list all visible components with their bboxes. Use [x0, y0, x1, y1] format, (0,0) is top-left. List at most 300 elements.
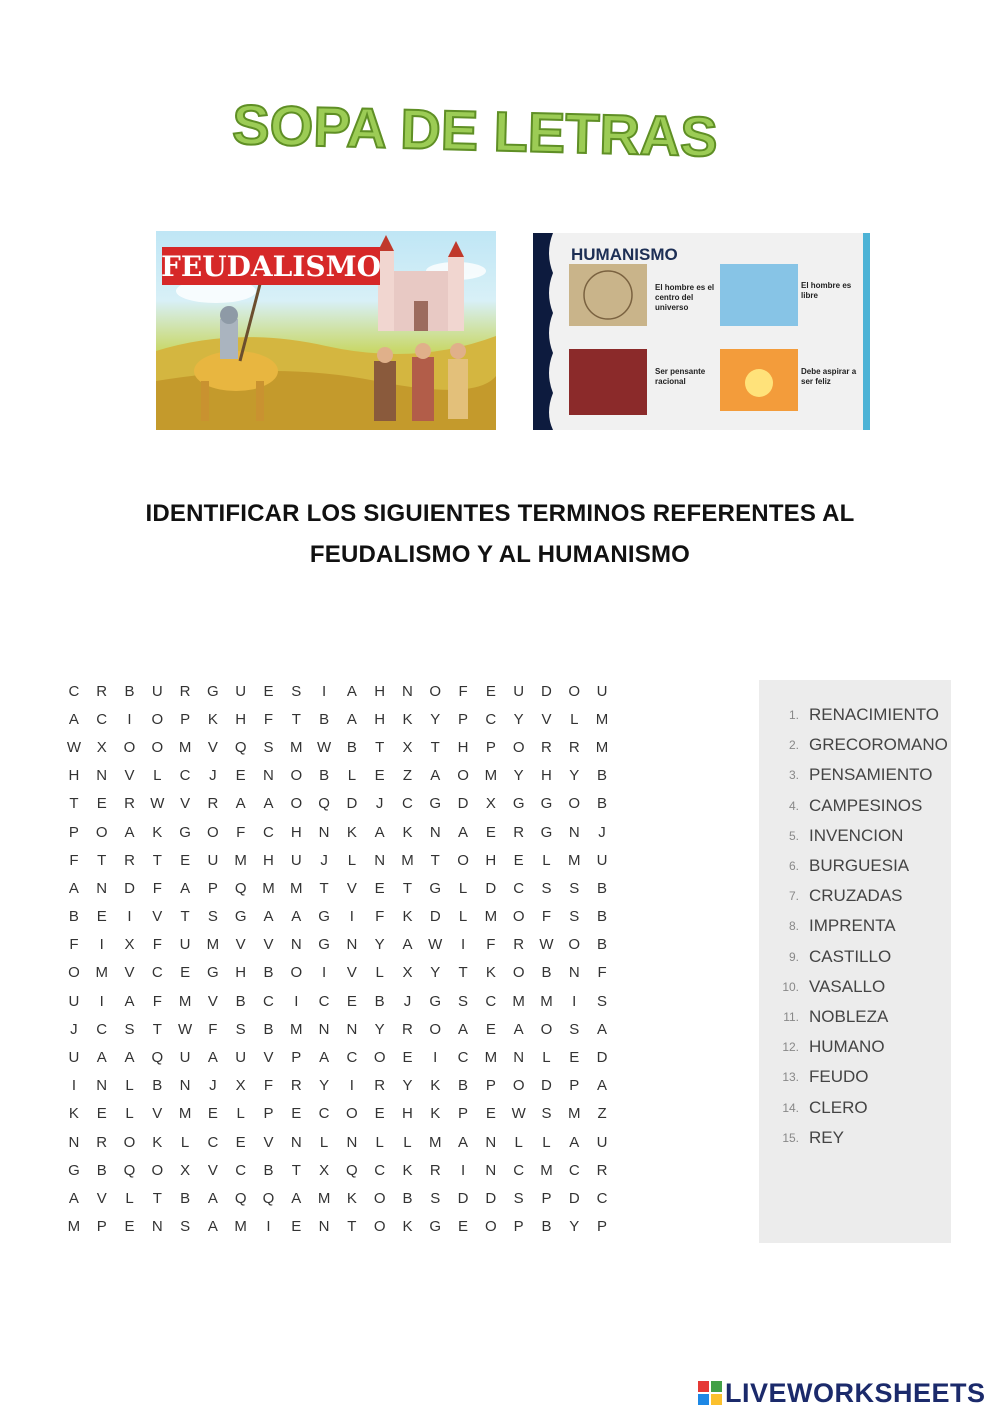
- grid-letter[interactable]: Y: [374, 936, 385, 954]
- grid-letter[interactable]: B: [235, 992, 246, 1010]
- grid-letter[interactable]: N: [568, 964, 580, 982]
- grid-letter[interactable]: A: [374, 823, 385, 841]
- grid-letter[interactable]: F: [236, 823, 246, 841]
- grid-letter[interactable]: R: [402, 1020, 413, 1038]
- grid-letter[interactable]: D: [457, 1189, 469, 1207]
- grid-letter[interactable]: A: [346, 710, 357, 728]
- grid-letter[interactable]: L: [542, 1049, 551, 1067]
- grid-letter[interactable]: U: [207, 851, 219, 869]
- grid-letter[interactable]: A: [235, 795, 246, 813]
- grid-letter[interactable]: Q: [123, 1161, 136, 1179]
- grid-letter[interactable]: K: [346, 823, 357, 841]
- grid-letter[interactable]: M: [567, 851, 581, 869]
- grid-letter[interactable]: N: [96, 1077, 108, 1095]
- grid-letter[interactable]: M: [262, 879, 275, 897]
- grid-letter[interactable]: I: [127, 710, 132, 728]
- grid-letter[interactable]: E: [485, 823, 496, 841]
- grid-letter[interactable]: O: [457, 851, 469, 869]
- grid-letter[interactable]: E: [96, 1105, 107, 1123]
- grid-letter[interactable]: M: [484, 1049, 498, 1067]
- grid-letter[interactable]: E: [485, 1105, 496, 1123]
- grid-letter[interactable]: L: [570, 710, 579, 728]
- grid-letter[interactable]: N: [290, 1133, 302, 1151]
- grid-letter[interactable]: H: [374, 710, 386, 728]
- grid-letter[interactable]: K: [485, 964, 496, 982]
- grid-letter[interactable]: N: [513, 1049, 525, 1067]
- grid-letter[interactable]: B: [180, 1189, 191, 1207]
- grid-letter[interactable]: J: [209, 1077, 217, 1095]
- grid-letter[interactable]: X: [319, 1161, 330, 1179]
- grid-letter[interactable]: P: [541, 1189, 552, 1207]
- grid-letter[interactable]: G: [429, 992, 442, 1010]
- grid-letter[interactable]: M: [540, 1161, 553, 1179]
- grid-letter[interactable]: H: [402, 1105, 413, 1123]
- grid-letter[interactable]: I: [294, 992, 299, 1010]
- grid-letter[interactable]: N: [485, 1133, 497, 1151]
- grid-letter[interactable]: R: [124, 851, 135, 869]
- grid-letter[interactable]: I: [572, 992, 577, 1010]
- grid-letter[interactable]: T: [375, 738, 385, 756]
- grid-letter[interactable]: E: [374, 767, 385, 785]
- grid-letter[interactable]: O: [429, 682, 442, 700]
- grid-letter[interactable]: N: [96, 767, 108, 785]
- grid-letter[interactable]: O: [512, 964, 525, 982]
- grid-letter[interactable]: S: [597, 992, 608, 1010]
- grid-letter[interactable]: A: [291, 1189, 302, 1207]
- grid-letter[interactable]: P: [96, 1218, 107, 1236]
- grid-letter[interactable]: M: [512, 992, 525, 1010]
- grid-letter[interactable]: K: [402, 908, 413, 926]
- grid-letter[interactable]: L: [403, 1133, 412, 1151]
- grid-letter[interactable]: J: [375, 795, 384, 813]
- grid-letter[interactable]: T: [69, 795, 79, 813]
- grid-letter[interactable]: A: [96, 1049, 107, 1067]
- grid-letter[interactable]: W: [66, 738, 81, 756]
- grid-letter[interactable]: M: [484, 908, 498, 926]
- grid-letter[interactable]: N: [346, 936, 358, 954]
- grid-letter[interactable]: D: [346, 795, 358, 813]
- grid-letter[interactable]: Q: [234, 738, 247, 756]
- grid-letter[interactable]: B: [541, 964, 552, 982]
- grid-letter[interactable]: G: [318, 936, 330, 954]
- grid-letter[interactable]: T: [97, 851, 107, 869]
- grid-letter[interactable]: E: [346, 992, 357, 1010]
- grid-letter[interactable]: W: [428, 936, 443, 954]
- grid-letter[interactable]: B: [597, 767, 608, 785]
- grid-letter[interactable]: B: [96, 1161, 107, 1179]
- grid-letter[interactable]: I: [99, 992, 104, 1010]
- grid-letter[interactable]: N: [318, 1218, 330, 1236]
- grid-letter[interactable]: T: [291, 1161, 301, 1179]
- grid-letter[interactable]: D: [485, 879, 497, 897]
- grid-letter[interactable]: B: [597, 879, 608, 897]
- grid-letter[interactable]: L: [542, 851, 551, 869]
- grid-letter[interactable]: C: [96, 710, 108, 728]
- grid-letter[interactable]: O: [429, 1020, 442, 1038]
- grid-letter[interactable]: G: [207, 682, 219, 700]
- grid-letter[interactable]: Y: [319, 1077, 330, 1095]
- grid-letter[interactable]: A: [68, 710, 79, 728]
- grid-letter[interactable]: V: [180, 795, 191, 813]
- grid-letter[interactable]: O: [512, 908, 525, 926]
- grid-letter[interactable]: S: [180, 1218, 191, 1236]
- grid-letter[interactable]: G: [318, 908, 330, 926]
- grid-letter[interactable]: O: [123, 738, 136, 756]
- grid-letter[interactable]: V: [263, 1049, 274, 1067]
- grid-letter[interactable]: O: [290, 964, 303, 982]
- grid-letter[interactable]: B: [458, 1077, 469, 1095]
- grid-letter[interactable]: M: [567, 1105, 581, 1123]
- grid-letter[interactable]: H: [374, 682, 386, 700]
- grid-letter[interactable]: M: [234, 1218, 247, 1236]
- grid-letter[interactable]: G: [540, 823, 553, 841]
- grid-letter[interactable]: N: [346, 1020, 358, 1038]
- grid-letter[interactable]: C: [318, 1105, 330, 1123]
- grid-letter[interactable]: R: [568, 738, 580, 756]
- grid-letter[interactable]: C: [485, 992, 497, 1010]
- grid-letter[interactable]: I: [349, 1077, 354, 1095]
- grid-letter[interactable]: D: [429, 908, 441, 926]
- grid-letter[interactable]: U: [179, 936, 191, 954]
- grid-letter[interactable]: A: [207, 1049, 218, 1067]
- grid-letter[interactable]: N: [568, 823, 580, 841]
- grid-letter[interactable]: R: [290, 1077, 302, 1095]
- grid-letter[interactable]: N: [429, 823, 441, 841]
- grid-letter[interactable]: I: [460, 1161, 466, 1179]
- grid-letter[interactable]: F: [152, 879, 162, 897]
- grid-letter[interactable]: R: [429, 1161, 441, 1179]
- grid-letter[interactable]: L: [236, 1105, 245, 1123]
- grid-letter[interactable]: P: [485, 1077, 496, 1095]
- grid-letter[interactable]: O: [151, 738, 164, 756]
- grid-letter[interactable]: C: [235, 1161, 247, 1179]
- grid-letter[interactable]: I: [433, 1049, 438, 1067]
- grid-letter[interactable]: A: [263, 908, 274, 926]
- grid-letter[interactable]: W: [316, 738, 332, 756]
- grid-letter[interactable]: J: [209, 767, 217, 785]
- grid-letter[interactable]: N: [318, 1020, 330, 1038]
- grid-letter[interactable]: A: [124, 1049, 135, 1067]
- grid-letter[interactable]: A: [346, 682, 357, 700]
- grid-letter[interactable]: E: [485, 682, 496, 700]
- grid-letter[interactable]: T: [291, 710, 301, 728]
- grid-letter[interactable]: F: [263, 1077, 274, 1095]
- grid-letter[interactable]: A: [68, 879, 79, 897]
- grid-letter[interactable]: M: [206, 936, 220, 954]
- grid-letter[interactable]: Q: [346, 1161, 358, 1179]
- grid-letter[interactable]: F: [152, 936, 162, 954]
- grid-letter[interactable]: P: [513, 1218, 524, 1236]
- grid-letter[interactable]: E: [96, 908, 107, 926]
- grid-letter[interactable]: G: [429, 879, 442, 897]
- grid-letter[interactable]: I: [460, 936, 466, 954]
- grid-letter[interactable]: S: [291, 682, 302, 700]
- grid-letter[interactable]: E: [207, 1105, 218, 1123]
- grid-letter[interactable]: O: [512, 1077, 525, 1095]
- grid-letter[interactable]: B: [152, 1077, 163, 1095]
- grid-letter[interactable]: T: [430, 851, 440, 869]
- grid-letter[interactable]: T: [152, 1020, 162, 1038]
- grid-letter[interactable]: C: [457, 1049, 469, 1067]
- grid-letter[interactable]: D: [596, 1049, 608, 1067]
- grid-letter[interactable]: P: [597, 1218, 608, 1236]
- grid-letter[interactable]: H: [235, 710, 247, 728]
- grid-letter[interactable]: D: [457, 795, 469, 813]
- grid-letter[interactable]: S: [235, 1020, 246, 1038]
- grid-letter[interactable]: B: [597, 908, 608, 926]
- grid-letter[interactable]: P: [291, 1049, 302, 1067]
- grid-letter[interactable]: L: [125, 1077, 134, 1095]
- grid-letter[interactable]: E: [374, 879, 385, 897]
- grid-letter[interactable]: T: [180, 908, 190, 926]
- grid-letter[interactable]: V: [263, 1133, 274, 1151]
- grid-letter[interactable]: C: [513, 1161, 525, 1179]
- grid-letter[interactable]: G: [207, 964, 219, 982]
- grid-letter[interactable]: E: [96, 795, 107, 813]
- grid-letter[interactable]: N: [346, 1133, 358, 1151]
- grid-letter[interactable]: C: [68, 682, 80, 700]
- grid-letter[interactable]: K: [152, 823, 163, 841]
- grid-letter[interactable]: U: [596, 1133, 608, 1151]
- grid-letter[interactable]: A: [68, 1189, 79, 1207]
- grid-letter[interactable]: P: [485, 738, 496, 756]
- grid-letter[interactable]: W: [150, 795, 165, 813]
- grid-letter[interactable]: B: [124, 682, 135, 700]
- grid-letter[interactable]: A: [513, 1020, 524, 1038]
- grid-letter[interactable]: T: [152, 851, 162, 869]
- grid-letter[interactable]: H: [235, 964, 247, 982]
- grid-letter[interactable]: C: [402, 795, 413, 813]
- grid-letter[interactable]: U: [235, 1049, 247, 1067]
- grid-letter[interactable]: V: [207, 1161, 218, 1179]
- grid-letter[interactable]: R: [596, 1161, 608, 1179]
- grid-letter[interactable]: L: [153, 767, 162, 785]
- grid-letter[interactable]: H: [263, 851, 274, 869]
- grid-letter[interactable]: O: [373, 1218, 386, 1236]
- grid-letter[interactable]: J: [598, 823, 606, 841]
- grid-letter[interactable]: Z: [402, 767, 413, 785]
- grid-letter[interactable]: U: [179, 1049, 191, 1067]
- grid-letter[interactable]: I: [321, 682, 327, 700]
- grid-letter[interactable]: S: [263, 738, 274, 756]
- grid-letter[interactable]: B: [541, 1218, 552, 1236]
- grid-letter[interactable]: C: [568, 1161, 580, 1179]
- grid-letter[interactable]: S: [569, 1020, 580, 1038]
- grid-letter[interactable]: Z: [597, 1105, 607, 1123]
- grid-letter[interactable]: H: [541, 767, 552, 785]
- grid-letter[interactable]: Y: [430, 710, 441, 728]
- grid-letter[interactable]: L: [125, 1189, 134, 1207]
- grid-letter[interactable]: Y: [402, 1077, 413, 1095]
- grid-letter[interactable]: T: [430, 738, 440, 756]
- grid-letter[interactable]: D: [541, 1077, 552, 1095]
- grid-letter[interactable]: V: [96, 1189, 107, 1207]
- grid-letter[interactable]: M: [178, 992, 192, 1010]
- grid-letter[interactable]: G: [179, 823, 191, 841]
- grid-letter[interactable]: G: [68, 1161, 80, 1179]
- grid-letter[interactable]: P: [263, 1105, 274, 1123]
- grid-letter[interactable]: X: [402, 738, 413, 756]
- grid-letter[interactable]: O: [95, 823, 108, 841]
- grid-letter[interactable]: C: [179, 767, 191, 785]
- grid-letter[interactable]: T: [458, 964, 468, 982]
- grid-letter[interactable]: E: [402, 1049, 413, 1067]
- grid-letter[interactable]: M: [540, 992, 553, 1010]
- grid-letter[interactable]: B: [597, 795, 608, 813]
- grid-letter[interactable]: N: [318, 823, 330, 841]
- grid-letter[interactable]: C: [151, 964, 163, 982]
- grid-letter[interactable]: P: [569, 1077, 580, 1095]
- grid-letter[interactable]: K: [430, 1077, 441, 1095]
- grid-letter[interactable]: C: [596, 1189, 608, 1207]
- grid-letter[interactable]: Q: [234, 879, 247, 897]
- grid-letter[interactable]: I: [349, 908, 354, 926]
- grid-letter[interactable]: T: [402, 879, 413, 897]
- grid-letter[interactable]: Q: [151, 1049, 164, 1067]
- grid-letter[interactable]: N: [290, 936, 302, 954]
- grid-letter[interactable]: L: [514, 1133, 523, 1151]
- grid-letter[interactable]: O: [151, 1161, 164, 1179]
- grid-letter[interactable]: F: [541, 908, 552, 926]
- grid-letter[interactable]: A: [597, 1077, 608, 1095]
- grid-letter[interactable]: G: [512, 795, 525, 813]
- grid-letter[interactable]: Y: [513, 767, 524, 785]
- grid-letter[interactable]: F: [597, 964, 607, 982]
- grid-letter[interactable]: M: [484, 767, 498, 785]
- grid-letter[interactable]: A: [124, 823, 135, 841]
- grid-letter[interactable]: E: [458, 1218, 469, 1236]
- grid-letter[interactable]: C: [513, 879, 525, 897]
- grid-letter[interactable]: K: [207, 710, 218, 728]
- grid-letter[interactable]: O: [290, 795, 303, 813]
- grid-letter[interactable]: R: [513, 823, 525, 841]
- grid-letter[interactable]: J: [403, 992, 412, 1010]
- grid-letter[interactable]: V: [152, 908, 163, 926]
- grid-letter[interactable]: R: [96, 682, 108, 700]
- grid-letter[interactable]: M: [178, 1105, 192, 1123]
- grid-letter[interactable]: N: [374, 851, 386, 869]
- grid-letter[interactable]: C: [346, 1049, 358, 1067]
- grid-letter[interactable]: W: [539, 936, 554, 954]
- grid-letter[interactable]: I: [127, 908, 132, 926]
- grid-letter[interactable]: C: [374, 1161, 386, 1179]
- grid-letter[interactable]: D: [485, 1189, 497, 1207]
- grid-letter[interactable]: H: [68, 767, 80, 785]
- grid-letter[interactable]: N: [263, 767, 274, 785]
- grid-letter[interactable]: M: [290, 738, 303, 756]
- grid-letter[interactable]: N: [402, 682, 413, 700]
- grid-letter[interactable]: G: [540, 795, 553, 813]
- grid-letter[interactable]: P: [207, 879, 218, 897]
- grid-letter[interactable]: C: [263, 823, 274, 841]
- grid-letter[interactable]: M: [67, 1218, 81, 1236]
- grid-letter[interactable]: A: [458, 823, 469, 841]
- grid-letter[interactable]: L: [319, 1133, 329, 1151]
- grid-letter[interactable]: Y: [430, 964, 441, 982]
- grid-letter[interactable]: U: [596, 682, 608, 700]
- grid-letter[interactable]: O: [568, 682, 581, 700]
- grid-letter[interactable]: Y: [513, 710, 524, 728]
- grid-letter[interactable]: K: [68, 1105, 79, 1123]
- grid-letter[interactable]: P: [458, 1105, 469, 1123]
- grid-letter[interactable]: Y: [569, 1218, 580, 1236]
- grid-letter[interactable]: O: [568, 936, 581, 954]
- grid-letter[interactable]: O: [346, 1105, 358, 1123]
- grid-letter[interactable]: F: [375, 908, 385, 926]
- grid-letter[interactable]: X: [124, 936, 135, 954]
- grid-letter[interactable]: E: [124, 1218, 135, 1236]
- grid-letter[interactable]: M: [401, 851, 414, 869]
- grid-letter[interactable]: X: [180, 1161, 191, 1179]
- grid-letter[interactable]: M: [95, 964, 108, 982]
- grid-letter[interactable]: A: [430, 767, 441, 785]
- grid-letter[interactable]: L: [347, 851, 357, 869]
- grid-letter[interactable]: N: [485, 1161, 497, 1179]
- grid-letter[interactable]: B: [319, 710, 330, 728]
- grid-letter[interactable]: V: [346, 964, 357, 982]
- grid-letter[interactable]: S: [124, 1020, 135, 1038]
- grid-letter[interactable]: K: [346, 1189, 357, 1207]
- grid-letter[interactable]: R: [513, 936, 525, 954]
- grid-letter[interactable]: M: [317, 1189, 331, 1207]
- grid-letter[interactable]: R: [96, 1133, 108, 1151]
- grid-letter[interactable]: K: [402, 710, 413, 728]
- grid-letter[interactable]: L: [375, 964, 384, 982]
- grid-letter[interactable]: I: [71, 1077, 76, 1095]
- grid-letter[interactable]: C: [207, 1133, 219, 1151]
- grid-letter[interactable]: T: [347, 1218, 357, 1236]
- grid-letter[interactable]: V: [152, 1105, 163, 1123]
- grid-letter[interactable]: A: [207, 1218, 218, 1236]
- grid-letter[interactable]: S: [569, 908, 580, 926]
- grid-letter[interactable]: V: [263, 936, 274, 954]
- grid-letter[interactable]: E: [235, 1133, 246, 1151]
- grid-letter[interactable]: E: [235, 767, 246, 785]
- grid-letter[interactable]: A: [263, 795, 274, 813]
- grid-letter[interactable]: U: [151, 682, 163, 700]
- grid-letter[interactable]: O: [290, 767, 303, 785]
- grid-letter[interactable]: K: [402, 1161, 413, 1179]
- grid-letter[interactable]: E: [291, 1105, 302, 1123]
- grid-letter[interactable]: A: [458, 1133, 469, 1151]
- grid-letter[interactable]: V: [124, 964, 135, 982]
- grid-letter[interactable]: P: [180, 710, 191, 728]
- grid-letter[interactable]: L: [180, 1133, 190, 1151]
- grid-letter[interactable]: L: [458, 879, 468, 897]
- grid-letter[interactable]: V: [207, 992, 218, 1010]
- grid-letter[interactable]: N: [179, 1077, 191, 1095]
- grid-letter[interactable]: N: [96, 879, 108, 897]
- grid-letter[interactable]: B: [68, 908, 79, 926]
- grid-letter[interactable]: H: [485, 851, 497, 869]
- grid-letter[interactable]: R: [124, 795, 135, 813]
- grid-letter[interactable]: O: [540, 1020, 553, 1038]
- grid-letter[interactable]: I: [99, 936, 104, 954]
- grid-letter[interactable]: Q: [318, 795, 330, 813]
- grid-letter[interactable]: E: [485, 1020, 496, 1038]
- grid-letter[interactable]: B: [263, 964, 274, 982]
- grid-letter[interactable]: W: [511, 1105, 526, 1123]
- grid-letter[interactable]: L: [375, 1133, 384, 1151]
- grid-letter[interactable]: H: [290, 823, 302, 841]
- grid-letter[interactable]: L: [347, 767, 357, 785]
- grid-letter[interactable]: R: [541, 738, 552, 756]
- grid-letter[interactable]: O: [485, 1218, 497, 1236]
- grid-letter[interactable]: A: [402, 936, 413, 954]
- grid-letter[interactable]: O: [512, 738, 525, 756]
- grid-letter[interactable]: C: [485, 710, 497, 728]
- grid-letter[interactable]: T: [152, 1189, 162, 1207]
